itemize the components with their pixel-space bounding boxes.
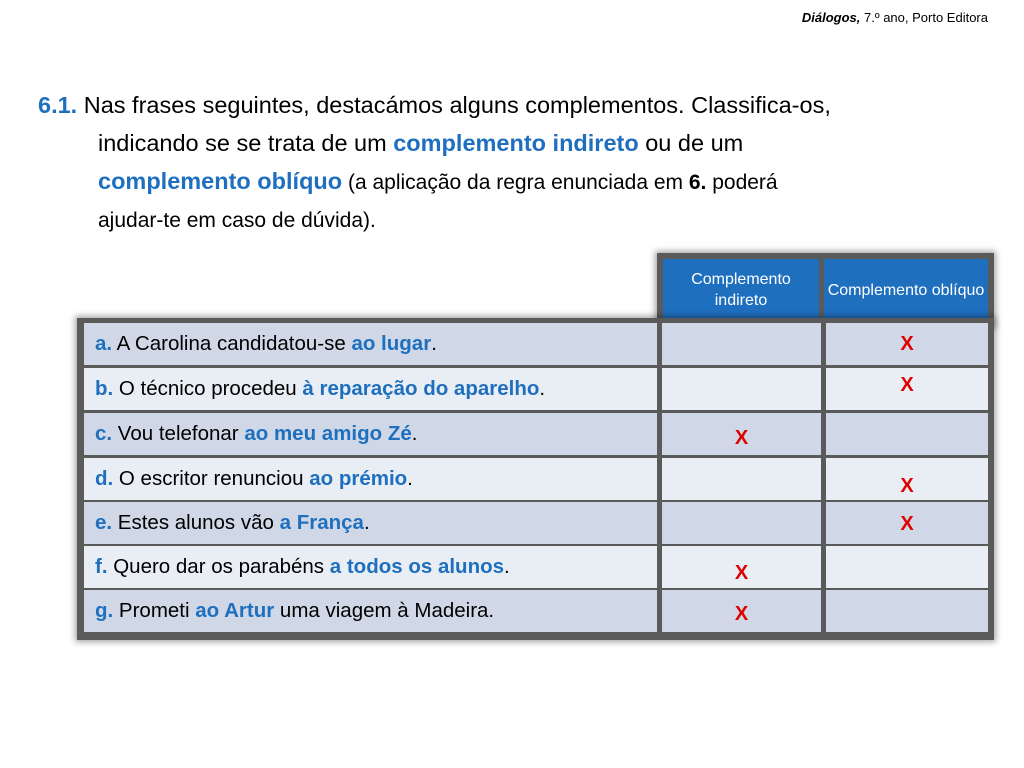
oblique-cell (826, 502, 988, 544)
table-row (84, 413, 988, 455)
table-row (84, 458, 988, 500)
row-letter: b. (95, 377, 114, 400)
highlighted-complement: ao lugar (351, 332, 432, 355)
instruction-text-2a: indicando se se trata de um (98, 130, 394, 156)
oblique-cell (826, 458, 988, 500)
header-oblique-complement: Complemento oblíquo (824, 259, 988, 321)
sentence-cell (84, 323, 657, 365)
source-details: 7.º ano, Porto Editora (860, 10, 988, 25)
highlighted-complement: ao prémio (309, 467, 408, 490)
x-mark: X (734, 427, 749, 449)
sentence-end: . (431, 332, 437, 355)
row-letter: d. (95, 467, 114, 490)
indirect-cell (662, 546, 821, 588)
indirect-cell (662, 413, 821, 455)
table-header (657, 253, 994, 327)
oblique-cell (826, 546, 988, 588)
sentence-cell (84, 368, 657, 410)
row-letter: c. (95, 422, 113, 445)
sentence-text: O escritor renunciou (113, 467, 310, 490)
header-indirect-complement: Complemento indireto (663, 259, 819, 321)
sentence-cell (84, 546, 657, 588)
x-mark: X (900, 333, 914, 355)
highlighted-complement: a França (279, 511, 364, 534)
row-letter: g. (95, 599, 114, 622)
oblique-cell (826, 368, 988, 410)
x-mark: X (900, 374, 914, 396)
table-row (84, 502, 988, 544)
sentence-cell (84, 590, 657, 632)
sentence-text: A Carolina candidatou-se (112, 332, 352, 355)
classification-table (77, 318, 994, 640)
table-row (84, 368, 988, 410)
sentence-end: . (411, 422, 418, 445)
instruction-line-4 (38, 202, 988, 240)
sentence-cell (84, 413, 657, 455)
x-mark: X (900, 513, 914, 535)
row-letter: f. (95, 555, 108, 578)
rule-reference: 6. (688, 171, 707, 194)
sentence-cell (84, 502, 657, 544)
highlighted-complement: ao meu amigo Zé (244, 422, 412, 445)
sentence-end: . (539, 377, 546, 400)
sentence-end: . (504, 555, 510, 578)
indirect-cell (662, 502, 821, 544)
indirect-cell (662, 323, 821, 365)
table-row (84, 546, 988, 588)
instruction-line-3 (38, 162, 988, 202)
row-letter: a. (95, 332, 113, 355)
sentence-end: . (407, 467, 413, 490)
x-mark: X (734, 562, 749, 584)
source-book-title: Diálogos, (801, 10, 861, 25)
instruction-line-1 (38, 86, 988, 124)
table-row (84, 590, 988, 632)
highlighted-complement: à reparação do aparelho (302, 377, 540, 400)
exercise-instruction (38, 86, 988, 240)
indirect-cell (662, 590, 821, 632)
highlighted-complement: ao Artur (195, 599, 275, 622)
term-oblique-complement: complemento oblíquo (98, 168, 343, 194)
sentence-end: . (363, 511, 370, 534)
instruction-text-3d: poderá (706, 171, 778, 194)
instruction-text-1: Nas frases seguintes, destacámos alguns complementos. Classifica-os, (77, 92, 831, 118)
instruction-text-3b: (a aplicação da regra enunciada em (342, 171, 689, 194)
sentence-text: O técnico procedeu (113, 377, 303, 400)
term-indirect-complement: complemento indireto (393, 130, 639, 156)
sentence-text: Estes alunos vão (112, 511, 280, 534)
sentence-cell (84, 458, 657, 500)
sentence-text: Quero dar os parabéns (107, 555, 330, 578)
row-letter: e. (95, 511, 113, 534)
table-row (84, 323, 988, 365)
indirect-cell (662, 458, 821, 500)
sentence-text: Vou telefonar (112, 422, 245, 445)
indirect-cell (662, 368, 821, 410)
instruction-line-2 (38, 124, 988, 162)
highlighted-complement: a todos os alunos (329, 555, 505, 578)
oblique-cell (826, 413, 988, 455)
exercise-number: 6.1. (38, 92, 78, 118)
sentence-end: uma viagem à Madeira. (274, 599, 495, 622)
x-mark: X (900, 475, 914, 497)
oblique-cell (826, 323, 988, 365)
x-mark: X (734, 603, 749, 625)
instruction-text-4: ajudar-te em caso de dúvida). (98, 209, 376, 232)
sentence-text: Prometi (113, 599, 196, 622)
instruction-text-2c: ou de um (638, 130, 744, 156)
oblique-cell (826, 590, 988, 632)
source-credit (802, 10, 988, 25)
